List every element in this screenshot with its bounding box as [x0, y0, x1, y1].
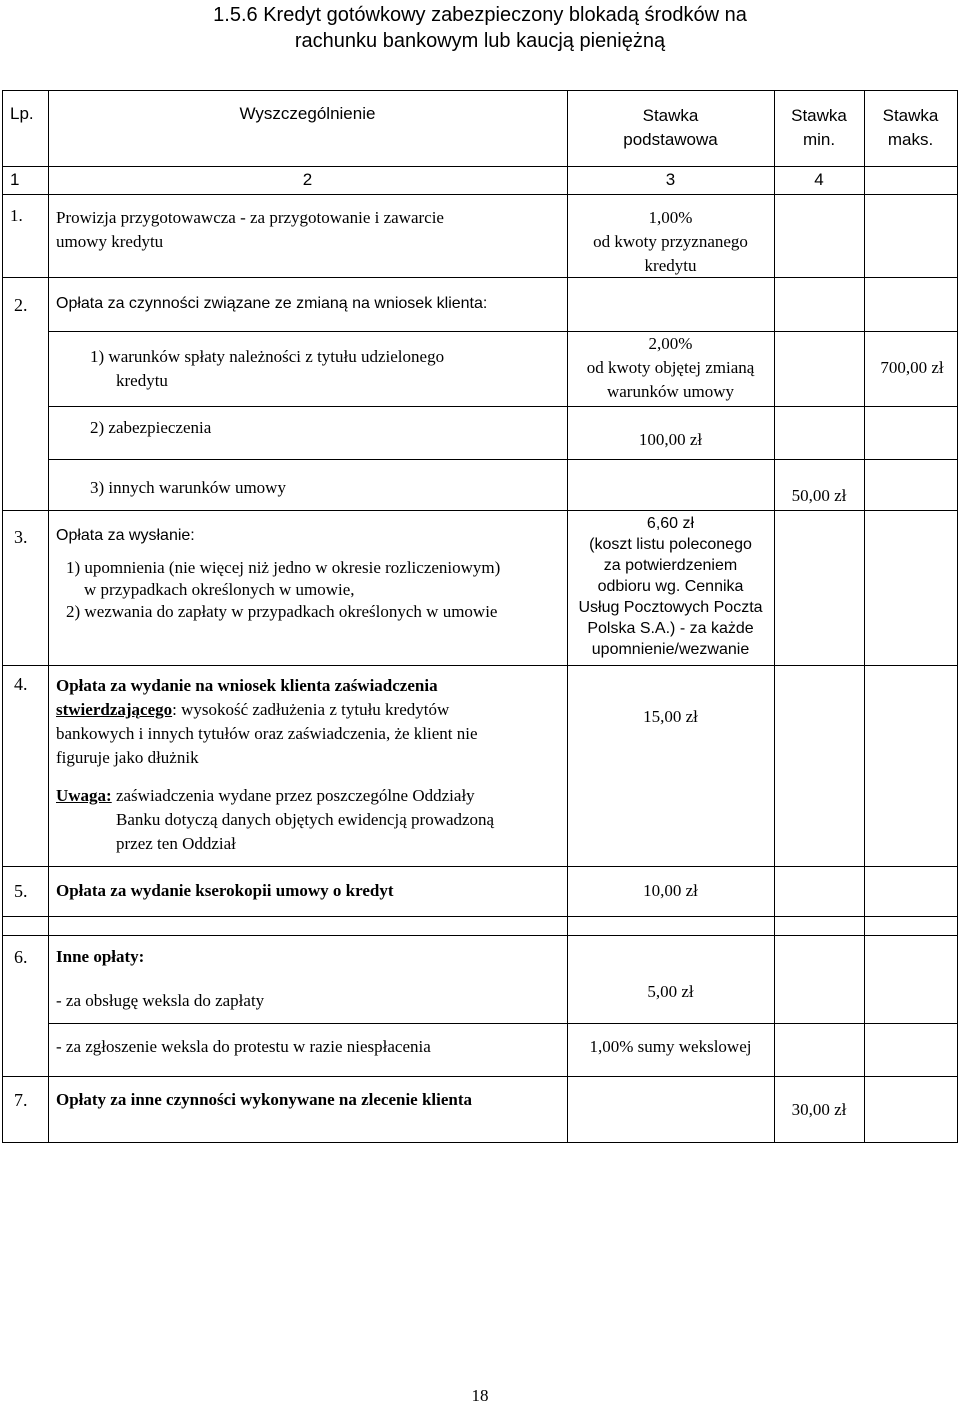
row-number: 7.: [14, 1090, 28, 1110]
col-divider: [864, 90, 865, 1143]
row1-base-rate: 1,00% od kwoty przyznanego kredytu: [593, 208, 748, 275]
row4-base-rate: 15,00 zł: [643, 707, 698, 726]
row-divider: [2, 916, 957, 917]
row-number: 5.: [14, 881, 28, 901]
row-divider: [48, 331, 957, 332]
row2-sub1: 1) warunków spłaty należności z tytułu udzielonego kredytu: [90, 347, 445, 390]
row-divider: [2, 194, 957, 195]
row-number: 2.: [14, 295, 28, 315]
section-title: [150, 2, 810, 54]
header-description: Wyszczególnienie: [239, 104, 376, 123]
row6-item1: - za obsługę weksla do zapłaty: [56, 991, 265, 1010]
row4-note: Uwaga: zaświadczenia wydane przez poszczególne Oddziały Banku dotyczą danych objętych ewidencją prowadzoną przez ten Oddział: [56, 786, 495, 853]
column-number: 4: [814, 170, 824, 189]
row-divider: [2, 935, 957, 936]
table-border-top: [2, 90, 958, 91]
row-divider: [2, 277, 957, 278]
row5-description: Opłata za wydanie kserokopii umowy o kredyt: [56, 881, 394, 900]
row2-sub2: 2) zabezpieczenia: [90, 418, 212, 437]
header-min-rate: Stawka min.: [791, 106, 847, 149]
row7-description: Opłaty za inne czynności wykonywane na zlecenie klienta: [56, 1090, 473, 1109]
col-divider: [48, 90, 49, 1143]
row3-items: 1) upomnienia (nie więcej niż jedno w okresie rozliczeniowym) w przypadkach określonych w umowie, 2) wezwania do zapłaty w przypadkach określonych w umowie: [66, 558, 501, 621]
row6-description: Inne opłaty:: [56, 947, 145, 966]
col-divider: [774, 90, 775, 1143]
section-title-line2: rachunku bankowym lub kaucją pieniężną: [294, 30, 666, 52]
row-divider: [2, 166, 957, 167]
row6-item2-rate: 1,00% sumy wekslowej: [589, 1037, 752, 1056]
row-divider: [2, 510, 957, 511]
row-number: 6.: [14, 947, 28, 967]
page-number: 18: [471, 1386, 489, 1405]
row3-min-rate: 50,00 zł: [791, 486, 847, 505]
row2-sub2-rate: 100,00 zł: [638, 430, 703, 449]
row2-description: Opłata za czynności związane ze zmianą na wniosek klienta:: [56, 295, 488, 312]
row5-base-rate: 10,00 zł: [643, 881, 698, 900]
row-divider: [2, 665, 957, 666]
row-divider: [48, 459, 957, 460]
column-number: 3: [665, 170, 676, 189]
section-title-line1: 1.5.6 Kredyt gotówkowy zabezpieczony blokadą środków na: [213, 4, 747, 26]
row4-description: Opłata za wydanie na wniosek klienta zaświadczenia stwierdzającego: wysokość zadłużenia z tytułu kredytów bankowych i innych tytułów oraz zaświadczenia, że klient nie figuruje jako dłużnik: [56, 676, 478, 767]
row2-sub3: 3) innych warunków umowy: [90, 478, 286, 497]
row-divider: [48, 406, 957, 407]
row-divider: [2, 866, 957, 867]
row-divider: [48, 1023, 957, 1024]
row3-base-rate: 6,60 zł (koszt listu poleconego za potwierdzeniem odbioru wg. Cennika Usług Pocztowych Poczta Polska S.A.) - za każde upomnienie/wezwanie: [578, 515, 763, 658]
table-border-left: [2, 90, 3, 1143]
row6-item2: - za zgłoszenie weksla do protestu w razie niespłacenia: [56, 1037, 431, 1056]
header-max-rate: Stawka maks.: [882, 106, 939, 149]
row1-description: Prowizja przygotowawcza - za przygotowanie i zawarcie umowy kredytu: [56, 208, 444, 251]
row2-base-rate: 2,00% od kwoty objętej zmianą warunków umowy: [586, 334, 755, 401]
header-lp: Lp.: [10, 104, 34, 123]
table-border-right: [957, 90, 958, 1143]
row-number: 4.: [14, 674, 28, 694]
row-number: 1.: [10, 206, 23, 225]
table-border-bottom: [2, 1142, 958, 1143]
column-number: 2: [302, 170, 313, 189]
row6-item1-rate: 5,00 zł: [647, 982, 694, 1001]
row-divider: [2, 1076, 957, 1077]
column-number: 1: [10, 170, 20, 189]
row-number: 3.: [14, 527, 28, 547]
row3-description: Opłata za wysłanie:: [56, 527, 195, 544]
header-base-rate: Stawka podstawowa: [623, 106, 718, 149]
row2-max-rate: 700,00 zł: [880, 358, 944, 377]
row7-min-rate: 30,00 zł: [791, 1100, 847, 1119]
